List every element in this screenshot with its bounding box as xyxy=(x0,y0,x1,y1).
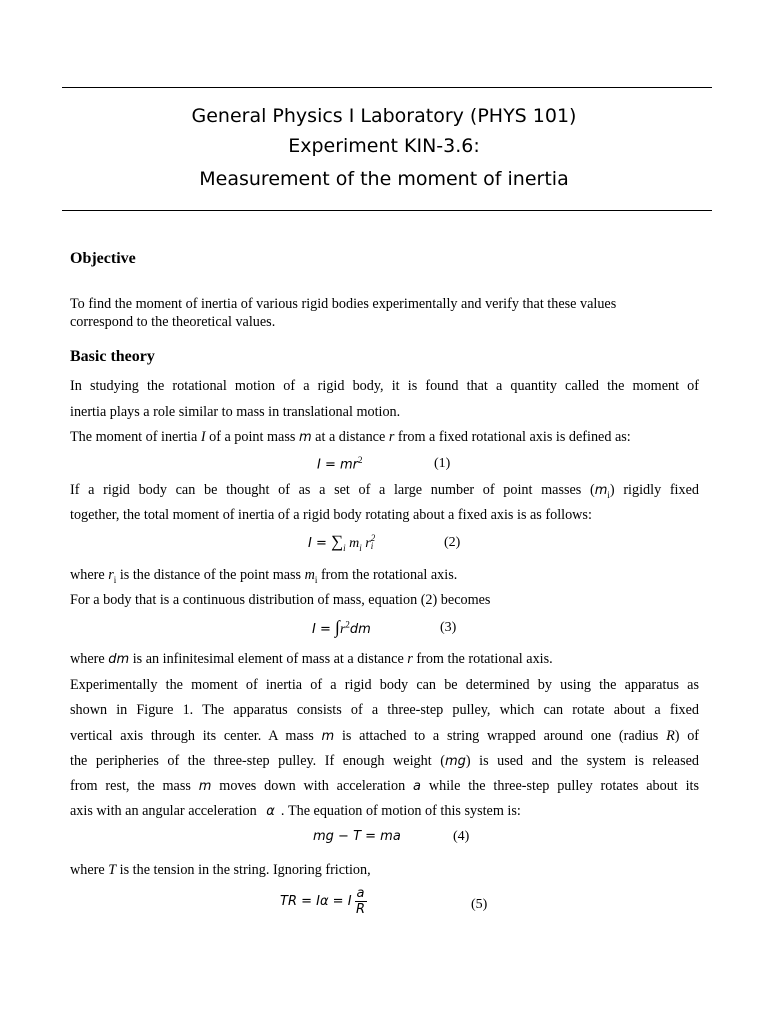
equation-4: mg − T = ma xyxy=(313,829,401,844)
objective-text-line2: correspond to the theoretical values. xyxy=(70,314,276,330)
theory-para2: The moment of inertia I of a point mass m at a distance r from a fixed rotational axis is defined as: xyxy=(70,429,631,445)
theory-para7-line3: vertical axis through its center. A mass m is attached to a string wrapped around one (radius R) of xyxy=(70,728,700,744)
equation-5-fraction: a R xyxy=(355,886,366,917)
theory-para7-line6: axis with an angular acceleration α . The equation of motion of this system is: xyxy=(70,803,521,819)
top-rule xyxy=(62,87,712,88)
basic-theory-heading: Basic theory xyxy=(70,348,155,365)
equation-5: TR = Iα = I a R xyxy=(280,886,366,917)
equation-2-number: (2) xyxy=(444,535,461,550)
bottom-rule xyxy=(62,210,712,211)
theory-para7-line1: Experimentally the moment of inertia of a rigid body can be determined by using the apparatus as xyxy=(70,677,699,693)
objective-text-line1: To find the moment of inertia of various rigid bodies experimentally and verify that these values xyxy=(70,296,617,312)
objective-heading: Objective xyxy=(70,250,136,267)
equation-1: $I = mr^2$ xyxy=(317,455,363,473)
experiment-title: Measurement of the moment of inertia xyxy=(199,168,569,190)
equation-5-number: (5) xyxy=(471,897,488,912)
theory-para1-line2: inertia plays a role similar to mass in translational motion. xyxy=(70,404,401,420)
course-title: General Physics I Laboratory (PHYS 101) xyxy=(191,105,577,127)
theory-para7-line5: from rest, the mass m moves down with acceleration a while the three-step pulley rotates about its xyxy=(70,778,699,794)
theory-para6: where dm is an infinitesimal element of mass at a distance r from the rotational axis. xyxy=(70,651,553,667)
theory-para7-line4: the peripheries of the three-step pulley. If enough weight (mg) is used and the system is released xyxy=(70,753,699,769)
equation-3-number: (3) xyxy=(440,620,457,635)
equation-1-number: (1) xyxy=(434,456,451,471)
theory-para3-line1: If a rigid body can be thought of as a set of a large number of point masses $(m_i)$ rigidly fixed xyxy=(70,482,699,500)
equation-3: $I = \int r^2dm$ xyxy=(312,617,371,637)
theory-para1-line1: In studying the rotational motion of a rigid body, it is found that a quantity called the moment of xyxy=(70,378,699,394)
experiment-number: Experiment KIN-3.6: xyxy=(288,135,480,157)
equation-2: $I = \sum_i$ $m_i$ r 2 i xyxy=(308,532,376,553)
theory-para5: For a body that is a continuous distribution of mass, equation (2) becomes xyxy=(70,592,491,608)
theory-para4: where $r_i$ is the distance of the point mass $m_i$ from the rotational axis. xyxy=(70,567,458,585)
theory-para8: where T is the tension in the string. Ignoring friction, xyxy=(70,862,371,878)
theory-para7-line2: shown in Figure 1. The apparatus consists of a three-step pulley, which can rotate about a fixed xyxy=(70,702,699,718)
theory-para3-line2: together, the total moment of inertia of a rigid body rotating about a fixed axis is as follows: xyxy=(70,507,592,523)
equation-4-number: (4) xyxy=(453,829,470,844)
